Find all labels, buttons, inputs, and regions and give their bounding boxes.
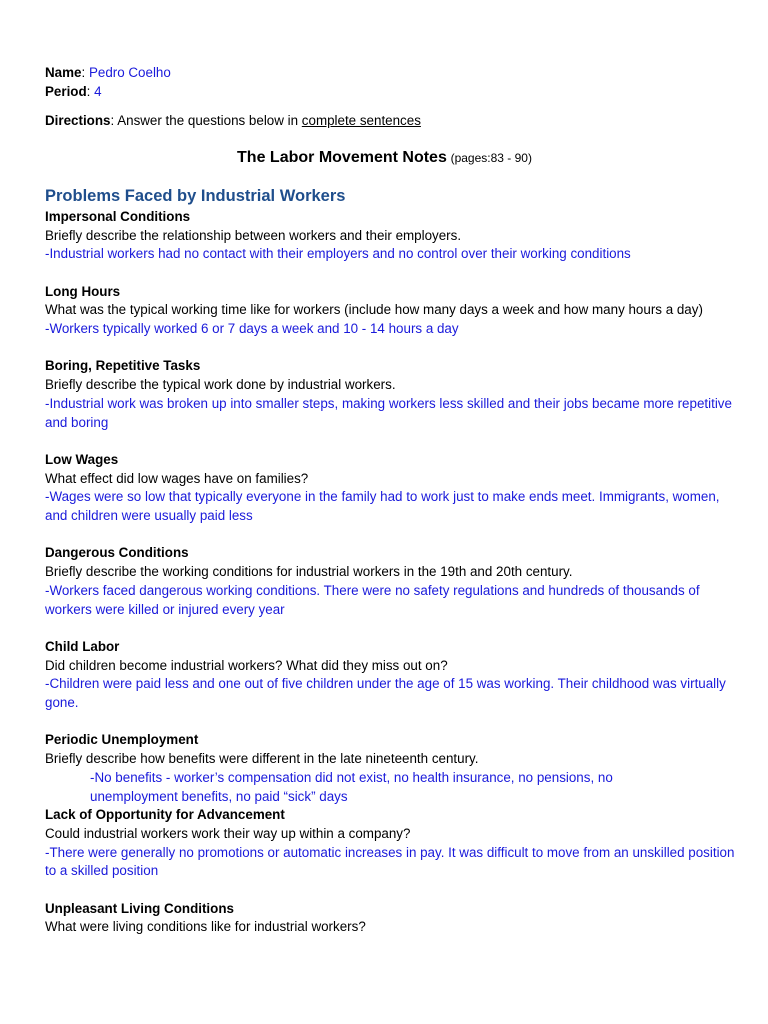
- question-prompt: Did children become industrial workers? What did they miss out on?: [45, 657, 448, 673]
- name-value: Pedro Coelho: [88, 65, 171, 80]
- question-heading: Dangerous Conditions: [45, 545, 189, 561]
- question-block-long-hours: [45, 283, 738, 339]
- question-prompt: What were living conditions like for industrial workers?: [45, 919, 366, 935]
- question-answer: -Workers typically worked 6 or 7 days a week and 10 - 14 hours a day: [45, 321, 459, 337]
- question-heading: Impersonal Conditions: [45, 208, 191, 224]
- question-block-dangerous-conditions: [45, 544, 738, 619]
- question-prompt: Briefly describe the typical work done by industrial workers.: [45, 377, 396, 393]
- question-block-advancement: [45, 806, 738, 881]
- question-prompt: Briefly describe the relationship between workers and their employers.: [45, 227, 462, 243]
- question-prompt: Briefly describe the working conditions for industrial workers in the 19th and 20th century.: [45, 564, 573, 580]
- question-heading: Long Hours: [45, 283, 121, 299]
- period-line: Period: 4: [45, 83, 102, 99]
- question-answer: -Wages were so low that typically everyone in the family had to work just to make ends meet. Immigrants, women, and children were usually paid less: [45, 489, 720, 524]
- title-main: The Labor Movement Notes: [237, 149, 447, 167]
- question-answer: -Workers faced dangerous working conditions. There were no safety regulations and hundreds of thousands of workers were killed or injured every year: [45, 582, 700, 617]
- question-answer: -Children were paid less and one out of five children under the age of 15 was working. Their childhood was virtually gone.: [45, 676, 726, 711]
- directions-text: Answer the questions below in: [117, 113, 302, 129]
- question-heading: Lack of Opportunity for Advancement: [45, 807, 285, 823]
- question-heading: Periodic Unemployment: [45, 732, 199, 748]
- question-prompt: What was the typical working time like for workers (include how many days a week and how many hours a day): [45, 302, 703, 318]
- question-heading: Unpleasant Living Conditions: [45, 900, 234, 916]
- question-block-child-labor: [45, 638, 738, 713]
- period-value: 4: [94, 83, 102, 99]
- section-heading: Problems Faced by Industrial Workers: [45, 186, 346, 205]
- question-block-living-conditions: [45, 900, 738, 937]
- question-prompt: Could industrial workers work their way up within a company?: [45, 825, 411, 841]
- question-answer: -There were generally no promotions or automatic increases in pay. It was difficult to move from an unskilled position to a skilled position: [45, 844, 735, 879]
- question-answer: -Industrial workers had no contact with their employers and no control over their working conditions: [45, 246, 631, 262]
- period-label: Period: [45, 83, 87, 99]
- question-block-low-wages: [45, 451, 738, 526]
- question-answer: -Industrial work was broken up into smaller steps, making workers less skilled and their jobs became more repetitive and boring: [45, 395, 732, 430]
- question-prompt: What effect did low wages have on families?: [45, 470, 309, 486]
- question-block-periodic-unemployment: [45, 731, 738, 806]
- question-heading: Child Labor: [45, 638, 120, 654]
- question-answer: -No benefits - worker’s compensation did not exist, no health insurance, no pensions, no unemployment benefits, no paid “sick” days: [90, 769, 613, 804]
- title-pages: (pages:83 - 90): [450, 151, 532, 166]
- name-line: Name: Pedro Coelho: [45, 65, 171, 80]
- directions-emphasis: complete sentences: [301, 113, 421, 129]
- question-heading: Low Wages: [45, 451, 119, 467]
- question-block-impersonal-conditions: [45, 208, 738, 264]
- document-title: [45, 149, 738, 168]
- directions-label: Directions: [45, 113, 111, 129]
- name-label: Name: [45, 65, 82, 80]
- question-heading: Boring, Repetitive Tasks: [45, 358, 201, 374]
- directions-line: Directions: Answer the questions below in complete sentences: [45, 113, 421, 129]
- question-block-repetitive-tasks: [45, 357, 738, 432]
- question-prompt: Briefly describe how benefits were different in the late nineteenth century.: [45, 751, 479, 767]
